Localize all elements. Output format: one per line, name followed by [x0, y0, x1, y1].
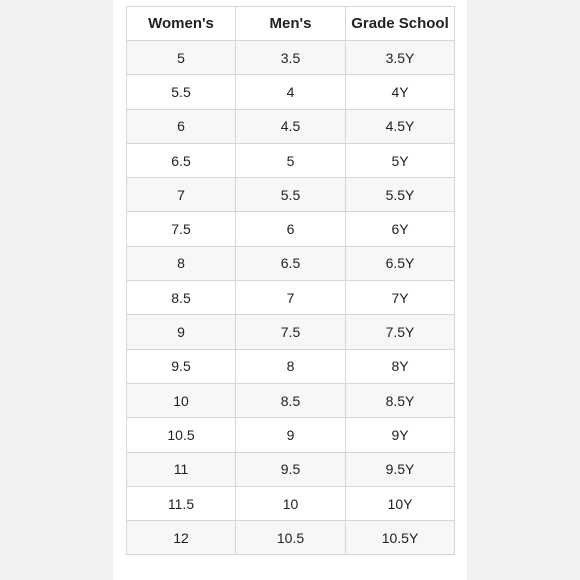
cell-grade-school: 6Y	[346, 212, 455, 246]
cell-womens: 10.5	[127, 418, 236, 452]
cell-womens: 12	[127, 521, 236, 555]
cell-mens: 8.5	[236, 383, 346, 417]
table-row	[127, 246, 455, 280]
cell-grade-school: 9.5Y	[346, 452, 455, 486]
cell-mens: 9	[236, 418, 346, 452]
cell-grade-school: 7.5Y	[346, 315, 455, 349]
cell-womens: 11.5	[127, 486, 236, 520]
cell-mens: 7	[236, 281, 346, 315]
cell-grade-school: 6.5Y	[346, 246, 455, 280]
cell-grade-school: 8.5Y	[346, 383, 455, 417]
table-row	[127, 383, 455, 417]
header-grade-school: Grade School	[346, 7, 455, 41]
table-row	[127, 452, 455, 486]
table-row	[127, 418, 455, 452]
cell-womens: 5.5	[127, 75, 236, 109]
cell-womens: 6	[127, 109, 236, 143]
cell-mens: 6.5	[236, 246, 346, 280]
cell-mens: 10	[236, 486, 346, 520]
cell-mens: 4.5	[236, 109, 346, 143]
table-header-row	[127, 7, 455, 41]
cell-grade-school: 4.5Y	[346, 109, 455, 143]
cell-mens: 3.5	[236, 41, 346, 75]
cell-grade-school: 7Y	[346, 281, 455, 315]
cell-mens: 7.5	[236, 315, 346, 349]
cell-mens: 10.5	[236, 521, 346, 555]
cell-grade-school: 3.5Y	[346, 41, 455, 75]
content-panel	[113, 0, 467, 580]
cell-mens: 4	[236, 75, 346, 109]
size-conversion-table	[126, 6, 455, 555]
cell-grade-school: 4Y	[346, 75, 455, 109]
table-row	[127, 315, 455, 349]
cell-mens: 5	[236, 143, 346, 177]
cell-womens: 7	[127, 178, 236, 212]
cell-womens: 10	[127, 383, 236, 417]
cell-womens: 7.5	[127, 212, 236, 246]
cell-womens: 5	[127, 41, 236, 75]
cell-grade-school: 5Y	[346, 143, 455, 177]
cell-grade-school: 10Y	[346, 486, 455, 520]
cell-womens: 9	[127, 315, 236, 349]
cell-mens: 8	[236, 349, 346, 383]
table-row	[127, 75, 455, 109]
cell-womens: 11	[127, 452, 236, 486]
table-row	[127, 212, 455, 246]
cell-mens: 5.5	[236, 178, 346, 212]
table-row	[127, 109, 455, 143]
table-row	[127, 521, 455, 555]
table-row	[127, 41, 455, 75]
cell-grade-school: 5.5Y	[346, 178, 455, 212]
cell-grade-school: 8Y	[346, 349, 455, 383]
cell-womens: 8.5	[127, 281, 236, 315]
table-row	[127, 178, 455, 212]
cell-womens: 9.5	[127, 349, 236, 383]
header-mens: Men's	[236, 7, 346, 41]
cell-grade-school: 10.5Y	[346, 521, 455, 555]
table-row	[127, 349, 455, 383]
cell-womens: 6.5	[127, 143, 236, 177]
cell-mens: 6	[236, 212, 346, 246]
header-womens: Women's	[127, 7, 236, 41]
table-row	[127, 143, 455, 177]
table-row	[127, 281, 455, 315]
cell-womens: 8	[127, 246, 236, 280]
cell-grade-school: 9Y	[346, 418, 455, 452]
table-row	[127, 486, 455, 520]
cell-mens: 9.5	[236, 452, 346, 486]
